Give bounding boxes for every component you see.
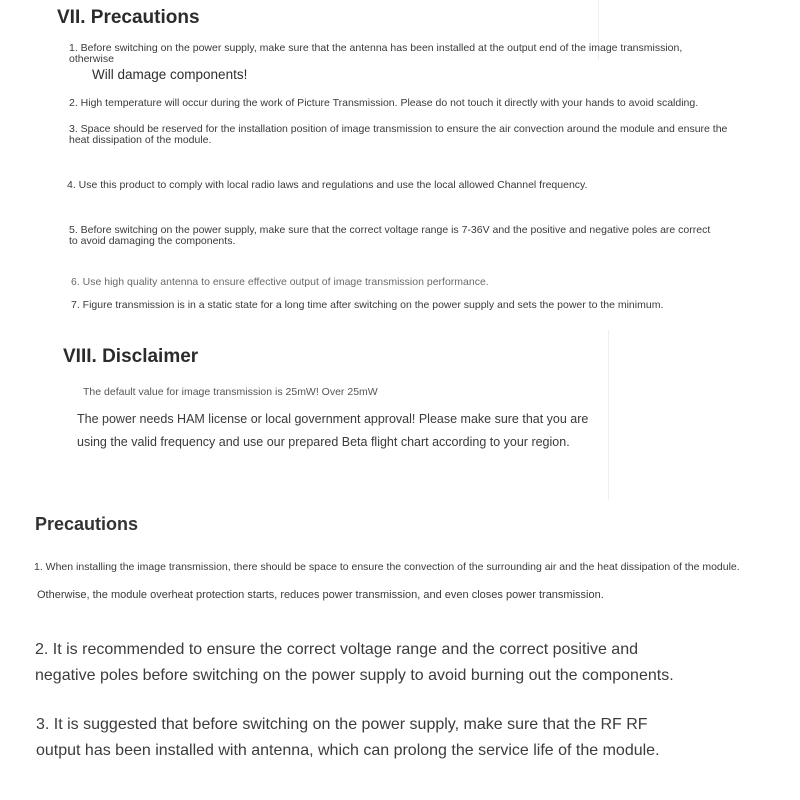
scan-divider bbox=[608, 330, 609, 500]
precaution-item-1-line-1: 1. Before switching on the power supply, make sure that the antenna has been installed at the output end of the image transmission, bbox=[69, 42, 683, 54]
precaution-item-1-warning: Will damage components! bbox=[92, 67, 248, 82]
precaution-item-6: 6. Use high quality antenna to ensure effective output of image transmission performance. bbox=[71, 276, 489, 288]
section-title-precautions: VII. Precautions bbox=[57, 7, 200, 28]
precaution-item-7: 7. Figure transmission is in a static state for a long time after switching on the power supply and sets the power to the minimum. bbox=[71, 299, 664, 311]
disclaimer-default-value: The default value for image transmission is 25mW! Over 25mW bbox=[83, 386, 378, 398]
precautions-item-3-line-1: 3. It is suggested that before switching on the power supply, make sure that the RF RF bbox=[36, 716, 648, 733]
precaution-item-2: 2. High temperature will occur during the work of Picture Transmission. Please do not touch it directly with your hands to avoid scalding. bbox=[69, 97, 699, 109]
precaution-item-3-line-2: heat dissipation of the module. bbox=[69, 134, 212, 146]
section-title-disclaimer: VIII. Disclaimer bbox=[63, 346, 199, 367]
precaution-item-1-line-2: otherwise bbox=[69, 53, 114, 65]
disclaimer-paragraph-line-2: using the valid frequency and use our prepared Beta flight chart according to your region. bbox=[77, 435, 570, 449]
precautions-item-1-line-1: 1. When installing the image transmission, there should be space to ensure the convection of the surrounding air and the heat dissipation of the module. bbox=[34, 561, 740, 573]
disclaimer-paragraph-line-1: The power needs HAM license or local government approval! Please make sure that you are bbox=[77, 412, 589, 426]
precautions-item-3-line-2: output has been installed with antenna, which can prolong the service life of the module. bbox=[36, 742, 660, 759]
precautions-item-2-line-1: 2. It is recommended to ensure the correct voltage range and the correct positive and bbox=[35, 641, 638, 658]
precaution-item-5-line-2: to avoid damaging the components. bbox=[69, 235, 236, 247]
precaution-item-3-line-1: 3. Space should be reserved for the installation position of image transmission to ensure the air convection around the module and ensure the bbox=[69, 123, 728, 135]
precautions-item-1-line-2: Otherwise, the module overheat protection starts, reduces power transmission, and even closes power transmission. bbox=[37, 589, 604, 601]
section-title-precautions-2: Precautions bbox=[35, 514, 139, 534]
precaution-item-5-line-1: 5. Before switching on the power supply, make sure that the correct voltage range is 7-36V and the positive and negative poles are correct bbox=[69, 224, 711, 236]
precaution-item-4: 4. Use this product to comply with local radio laws and regulations and use the local allowed Channel frequency. bbox=[67, 179, 588, 191]
precautions-item-2-line-2: negative poles before switching on the power supply to avoid burning out the components. bbox=[35, 667, 674, 684]
